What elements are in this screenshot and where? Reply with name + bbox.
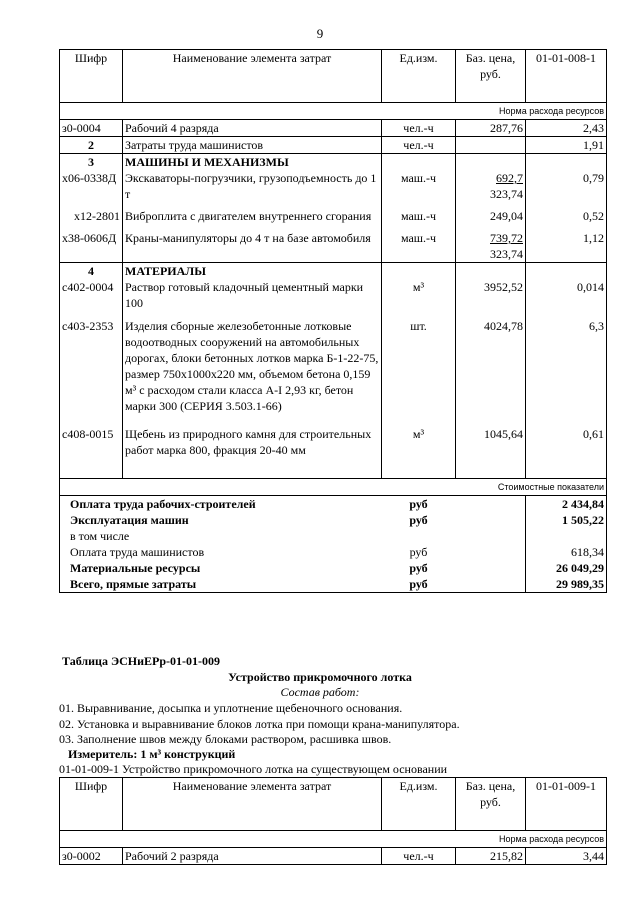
row-price: 3952,52 xyxy=(456,279,526,311)
header-norm: 01-01-009-1 xyxy=(526,778,607,831)
header-code: Шифр xyxy=(60,50,123,103)
row-name: Рабочий 2 разряда xyxy=(123,848,382,865)
row-name: Краны-манипуляторы до 4 т на базе автомобиля xyxy=(123,224,382,263)
row-unit: чел.-ч xyxy=(382,848,456,865)
meter: Измеритель: 1 м³ конструкций xyxy=(68,747,236,761)
row-price: 739,72 323,74 xyxy=(456,224,526,263)
resource-table-2 xyxy=(59,777,607,865)
row-value: 3,44 xyxy=(526,848,607,865)
summary-row xyxy=(60,576,607,593)
row-code: 2 xyxy=(60,137,123,154)
summary-name: Оплата труда машинистов xyxy=(60,544,382,560)
row-value: 1,12 xyxy=(526,224,607,263)
table-row xyxy=(60,224,607,263)
page-number: 9 xyxy=(316,26,324,41)
cost-label: Стоимостные показатели xyxy=(60,479,607,496)
row-unit: маш.-ч xyxy=(382,170,456,202)
row-value: 0,52 xyxy=(526,202,607,224)
summary-row xyxy=(60,560,607,576)
header-norm: 01-01-008-1 xyxy=(526,50,607,103)
row-value: 0,79 xyxy=(526,170,607,202)
table-row xyxy=(60,170,607,202)
summary-row xyxy=(60,496,607,513)
row-name: Щебень из природного камня для строительных работ марка 800, фракция 20-40 мм xyxy=(123,414,382,479)
row-name: Виброплита с двигателем внутреннего сгорания xyxy=(123,202,382,224)
row-price: 287,76 xyxy=(456,120,526,137)
summary-name: в том числе xyxy=(60,528,382,544)
row-price: 249,04 xyxy=(456,202,526,224)
table-row xyxy=(60,414,607,479)
header-unit: Ед.изм. xyxy=(382,778,456,831)
table-row xyxy=(60,279,607,311)
table-row xyxy=(60,848,607,865)
header-name: Наименование элемента затрат xyxy=(123,778,382,831)
row-code: х06-0338Д xyxy=(60,170,123,202)
row-unit: м³ xyxy=(382,279,456,311)
row-name: Экскаваторы-погрузчики, грузоподъемность до 1 т xyxy=(123,170,382,202)
row-price: 692,7 323,74 xyxy=(456,170,526,202)
header-price: Баз. цена, руб. xyxy=(456,50,526,103)
summary-value: 2 434,84 xyxy=(526,496,607,513)
work-step: 02. Установка и выравнивание блоков лотка при помощи крана-манипулятора. xyxy=(59,717,460,731)
row-code: з0-0004 xyxy=(60,120,123,137)
header-unit: Ед.изм. xyxy=(382,50,456,103)
summary-unit: руб xyxy=(382,576,456,593)
summary-value: 1 505,22 xyxy=(526,512,607,528)
row-price: 4024,78 xyxy=(456,311,526,414)
row-name: Изделия сборные железобетонные лотковые водоотводных сооружений на автомобильных дорогах, блоки бетонных лотков марка Б-1-22-75, размер 750х1000х220 мм, объемом бетона 0,159 м³ с расходом стали класса А-I 2,93 кг, бетон марки 300 (СЕРИЯ 3.503.1-66) xyxy=(123,311,382,414)
row-name: Рабочий 4 разряда xyxy=(123,120,382,137)
row-price: 215,82 xyxy=(456,848,526,865)
row-unit: м³ xyxy=(382,414,456,479)
row-price: 1045,64 xyxy=(456,414,526,479)
row-code: с408-0015 xyxy=(60,414,123,479)
table-header xyxy=(60,778,607,831)
table-header xyxy=(60,50,607,103)
row-unit: шт. xyxy=(382,311,456,414)
table-id: Таблица ЭСНиЕРр-01-01-009 xyxy=(62,654,221,668)
row-name: Раствор готовый кладочный цементный марки 100 xyxy=(123,279,382,311)
section-code: 4 xyxy=(60,263,123,280)
table-row xyxy=(60,137,607,154)
resource-table-1 xyxy=(59,49,607,593)
row-name: Затраты труда машинистов xyxy=(123,137,382,154)
row-value: 0,61 xyxy=(526,414,607,479)
section-title: МАТЕРИАЛЫ xyxy=(123,263,382,280)
row-unit: маш.-ч xyxy=(382,202,456,224)
row-value: 2,43 xyxy=(526,120,607,137)
work-step: 01. Выравнивание, досыпка и уплотнение щебеночного основания. xyxy=(59,701,403,715)
section-row xyxy=(60,154,607,171)
section-code: 3 xyxy=(60,154,123,171)
row-code: х38-0606Д xyxy=(60,224,123,263)
row-unit: маш.-ч xyxy=(382,224,456,263)
norm-label: Норма расхода ресурсов xyxy=(60,831,607,848)
summary-value: 29 989,35 xyxy=(526,576,607,593)
summary-row xyxy=(60,544,607,560)
summary-value: 26 049,29 xyxy=(526,560,607,576)
summary-unit: руб xyxy=(409,561,428,575)
section-title: Устройство прикромочного лотка xyxy=(228,670,412,684)
summary-name: Оплата труда рабочих-строителей xyxy=(60,496,382,513)
row-code: х12-2801 xyxy=(60,202,123,224)
row-value: 1,91 xyxy=(526,137,607,154)
summary-name: Всего, прямые затраты xyxy=(60,576,382,593)
norm-label: Норма расхода ресурсов xyxy=(60,103,607,120)
row-code: с403-2353 xyxy=(60,311,123,414)
row-unit: чел.-ч xyxy=(382,137,456,154)
summary-name: Материальные ресурсы xyxy=(60,560,382,576)
row-code: с402-0004 xyxy=(60,279,123,311)
work-step: 03. Заполнение швов между блоками раствором, расшивка швов. xyxy=(59,732,392,746)
table-row xyxy=(60,202,607,224)
summary-row xyxy=(60,512,607,528)
summary-unit: руб xyxy=(409,497,428,511)
composition-title: Состав работ: xyxy=(280,685,360,699)
row-code: з0-0002 xyxy=(60,848,123,865)
summary-name: Эксплуатация машин xyxy=(60,512,382,528)
row-unit: чел.-ч xyxy=(382,120,456,137)
row-value: 0,014 xyxy=(526,279,607,311)
header-code: Шифр xyxy=(60,778,123,831)
summary-value: 618,34 xyxy=(526,544,607,560)
summary-unit: руб xyxy=(409,513,428,527)
table-row xyxy=(60,120,607,137)
section-title: МАШИНЫ И МЕХАНИЗМЫ xyxy=(123,154,382,171)
subitem-title: 01-01-009-1 Устройство прикромочного лотка на существующем основании xyxy=(59,762,448,776)
row-value: 6,3 xyxy=(526,311,607,414)
header-price: Баз. цена, руб. xyxy=(456,778,526,831)
summary-row xyxy=(60,528,607,544)
summary-unit: руб xyxy=(409,545,428,559)
header-name: Наименование элемента затрат xyxy=(123,50,382,103)
table-row xyxy=(60,311,607,414)
section-row xyxy=(60,263,607,280)
